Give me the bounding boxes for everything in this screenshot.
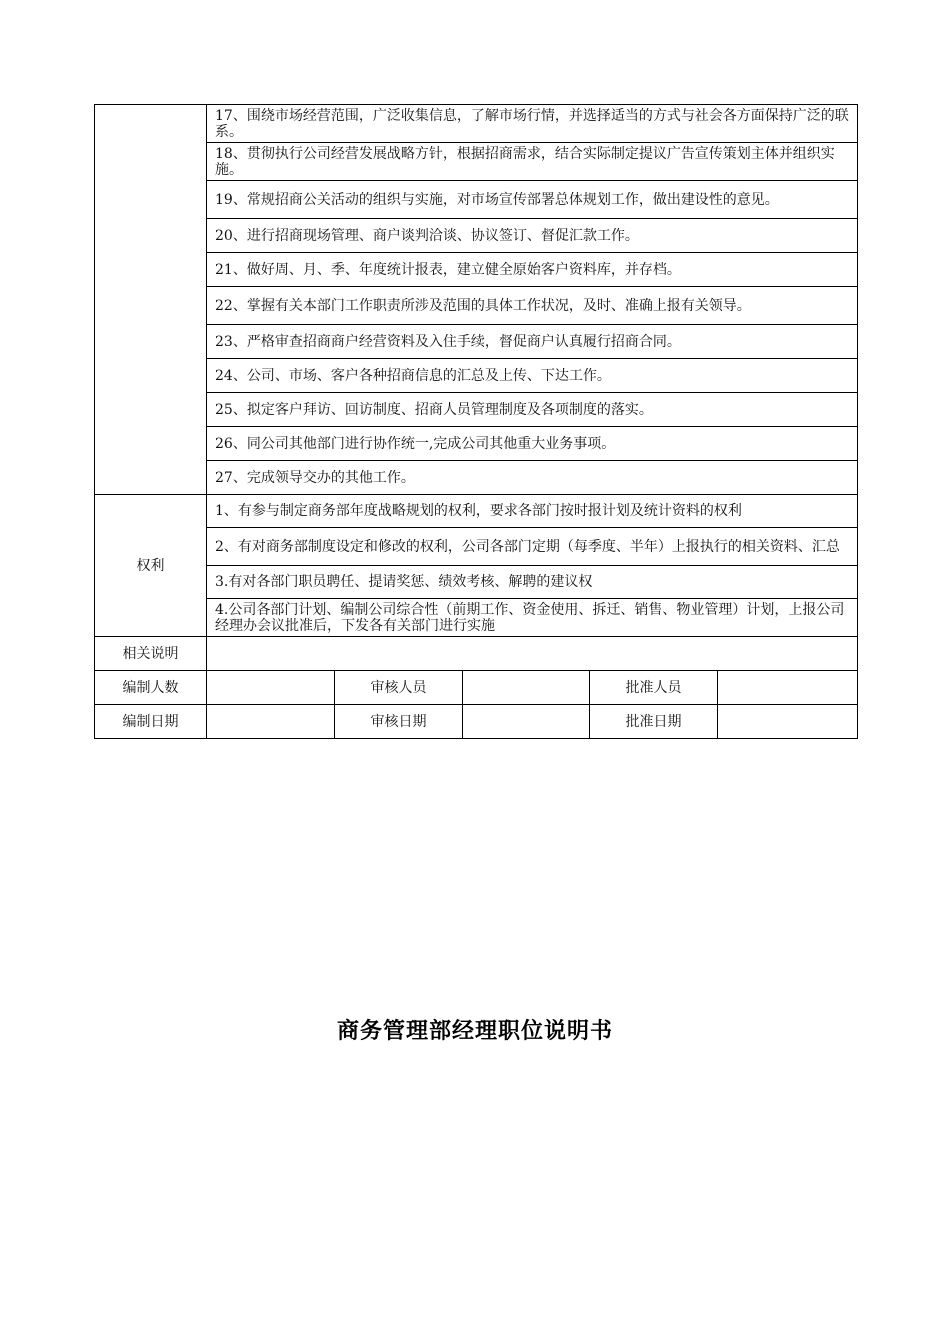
duty-item: 24、公司、市场、客户各种招商信息的汇总及上传、下达工作。 — [207, 359, 858, 393]
right-item: 2、有对商务部制度设定和修改的权利，公司各部门定期（每季度、半年）上报执行的相关资料、汇总 — [207, 528, 858, 566]
review-date-value — [463, 705, 590, 739]
duty-item: 18、贯彻执行公司经营发展战略方针，根据招商需求，结合实际制定提议广告宣传策划主体并组织实施。 — [207, 143, 858, 181]
prepared-date-label: 编制日期 — [95, 705, 207, 739]
prepared-by-label: 编制人数 — [95, 671, 207, 705]
document-title: 商务管理部经理职位说明书 — [336, 1019, 613, 1044]
duty-item: 23、严格审查招商商户经营资料及入住手续，督促商户认真履行招商合同。 — [207, 325, 858, 359]
duty-item: 20、进行招商现场管理、商户谈判洽谈、协议签订、督促汇款工作。 — [207, 219, 858, 253]
reviewer-label: 审核人员 — [335, 671, 463, 705]
duty-item: 22、掌握有关本部门工作职责所涉及范围的具体工作状况，及时、准确上报有关领导。 — [207, 287, 858, 325]
notes-label: 相关说明 — [95, 637, 207, 671]
rights-label: 权利 — [95, 495, 207, 637]
approve-date-label: 批准日期 — [590, 705, 718, 739]
duty-item: 21、做好周、月、季、年度统计报表，建立健全原始客户资料库，并存档。 — [207, 253, 858, 287]
duty-item: 27、完成领导交办的其他工作。 — [207, 461, 858, 495]
right-item: 3.有对各部门职员聘任、提请奖惩、绩效考核、解聘的建议权 — [207, 566, 858, 599]
review-date-label: 审核日期 — [335, 705, 463, 739]
duties-label-cell — [95, 105, 207, 495]
right-item: 4.公司各部门计划、编制公司综合性（前期工作、资金使用、拆迁、销售、物业管理）计划，上报公司经理办会议批准后，下发各有关部门进行实施 — [207, 599, 858, 637]
duty-item: 17、围绕市场经营范围，广泛收集信息，了解市场行情，并选择适当的方式与社会各方面保持广泛的联系。 — [207, 105, 858, 143]
approve-date-value — [718, 705, 858, 739]
approver-label: 批准人员 — [590, 671, 718, 705]
prepared-by-value — [207, 671, 335, 705]
approver-value — [718, 671, 858, 705]
job-description-table — [94, 104, 858, 739]
prepared-date-value — [207, 705, 335, 739]
notes-value — [207, 637, 858, 671]
duty-item: 25、拟定客户拜访、回访制度、招商人员管理制度及各项制度的落实。 — [207, 393, 858, 427]
duty-item: 19、常规招商公关活动的组织与实施，对市场宣传部署总体规划工作，做出建设性的意见。 — [207, 181, 858, 219]
reviewer-value — [463, 671, 590, 705]
duty-item: 26、同公司其他部门进行协作统一,完成公司其他重大业务事项。 — [207, 427, 858, 461]
right-item: 1、有参与制定商务部年度战略规划的权利，要求各部门按时报计划及统计资料的权利 — [207, 495, 858, 528]
